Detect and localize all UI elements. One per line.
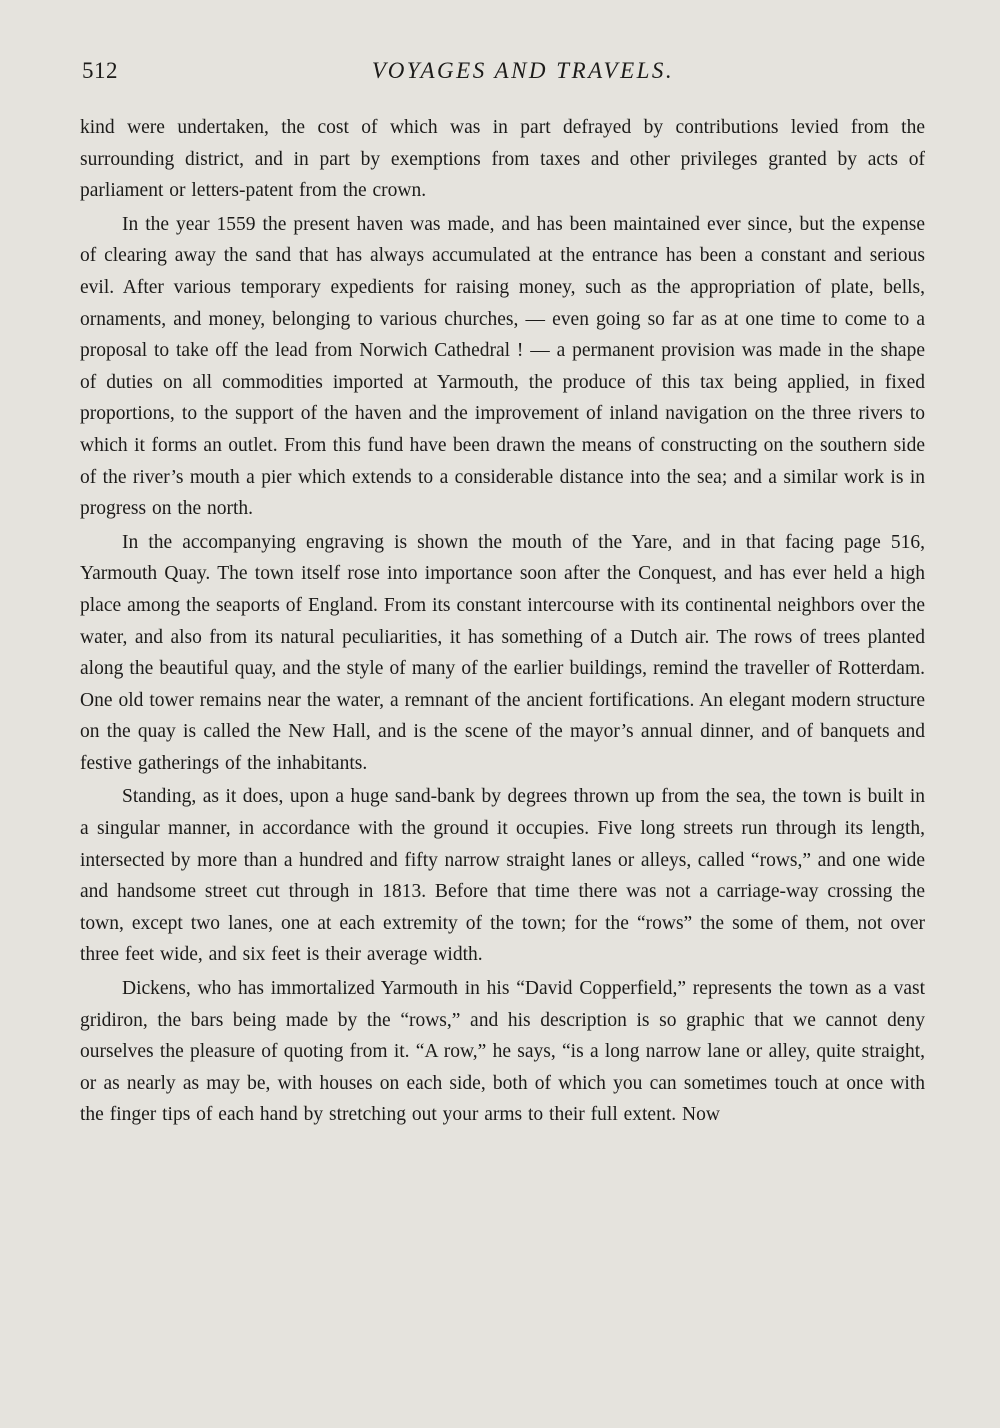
paragraph-town-rows: Standing, as it does, upon a huge sand-bank by degrees thrown up from the sea, the town is built in a singular manner, in accordance with the ground it occupies. Five long streets run through its length, intersected by more than a hundred and fifty narrow straight lanes or alleys, called “rows,” and one wide and handsome street cut through in 1813. Before that time there was not a carriage-way crossing the town, except two lanes, one at each extremity of the town; for the “rows” the some of them, not over three feet wide, and six feet is their average width.: [80, 786, 925, 966]
page-number: 512: [82, 58, 118, 83]
paragraph-dickens-quote: Dickens, who has immortalized Yarmouth in his “David Copperfield,” represents the town as a vast gridiron, the bars being made by the “rows,” and his description is so graphic that we cannot deny ourselves the pleasure of quoting from it. “A row,” he says, “is a long narrow lane or alley, quite straight, or as nearly as may be, with houses on each side, both of which you can sometimes touch at once with the finger tips of each hand by stretching out your arms to their full extent. Now: [80, 978, 925, 1126]
page-header-title: VOYAGES AND TRAVELS.: [371, 58, 675, 83]
paragraph-haven-history: In the year 1559 the present haven was made, and has been maintained ever since, but the expense of clearing away the sand that has always accumulated at the entrance has been a constant and serious evil. After various temporary expedients for raising money, such as the appropriation of plate, bells, ornaments, and money, belonging to various churches, — even going so far as at one time to come to a proposal to take off the lead from Norwich Cathedral ! — a permanent provision was made in the shape of duties on all commodities imported at Yarmouth, the produce of this tax being applied, in fixed proportions, to the support of the haven and the improvement of inland navigation on the three rivers to which it forms an outlet. From this fund have been drawn the means of constructing on the southern side of the river’s mouth a pier which extends to a considerable distance into the sea; and a similar work is in progress on the north.: [80, 213, 925, 520]
running-head: [82, 58, 924, 94]
paragraph-continuation: kind were undertaken, the cost of which was in part defrayed by contributions levied from the surrounding district, and in part by exemptions from taxes and other privileges granted by acts of parliament or letters-patent from the crown.: [80, 117, 925, 202]
paragraph-yarmouth-quay: In the accompanying engraving is shown the mouth of the Yare, and in that facing page 516, Yarmouth Quay. The town itself rose into importance soon after the Conquest, and has ever held a high place among the seaports of England. From its constant intercourse with its continental neighbors over the water, and also from its natural peculiarities, it has something of a Dutch air. The rows of trees planted along the beautiful quay, and the style of many of the earlier buildings, remind the traveller of Rotterdam. One old tower remains near the water, a remnant of the ancient fortifications. An elegant modern structure on the quay is called the New Hall, and is the scene of the mayor’s annual dinner, and of banquets and festive gatherings of the inhabitants.: [80, 531, 925, 774]
body-text: [80, 112, 925, 1131]
